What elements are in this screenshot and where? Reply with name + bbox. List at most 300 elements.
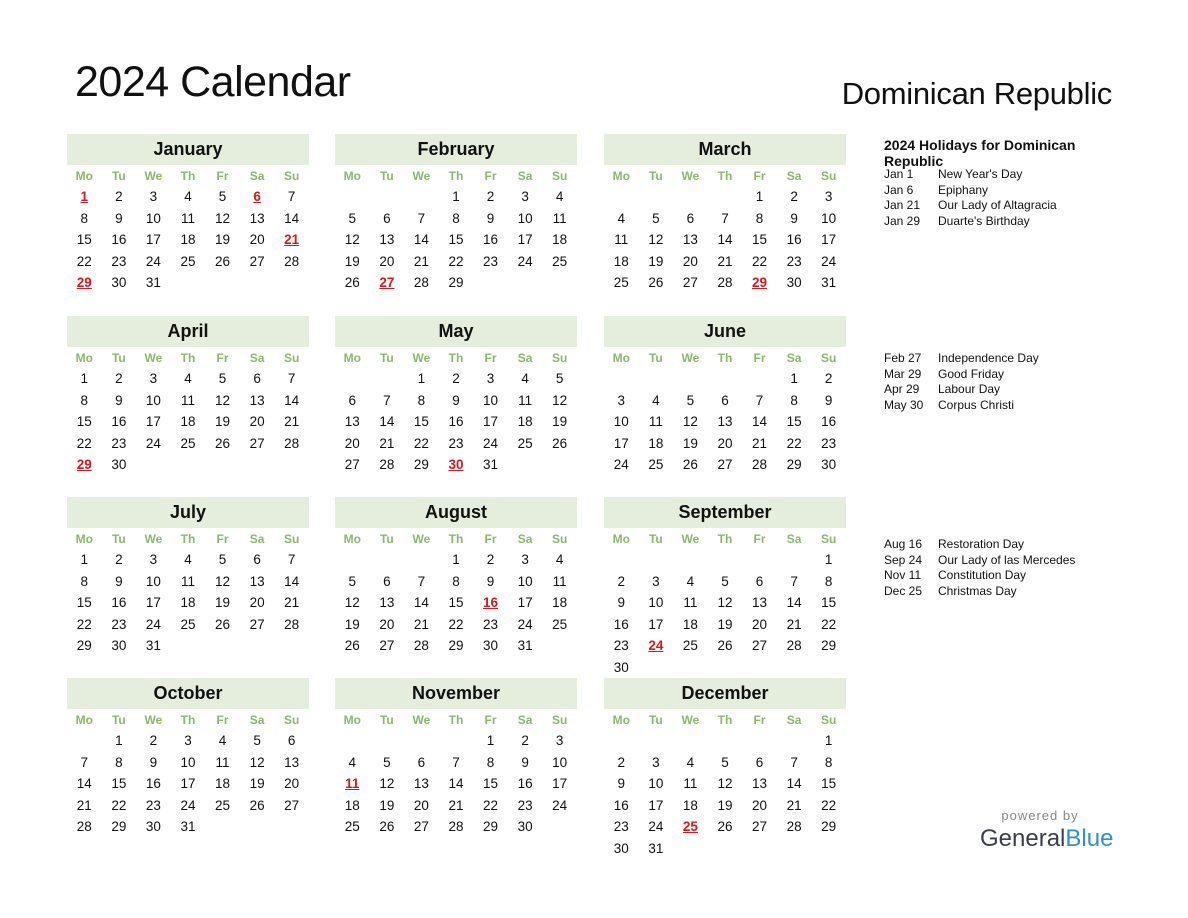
weekday-label: We	[681, 532, 700, 546]
day-cell: 4	[184, 189, 192, 204]
weekday-label: Tu	[648, 169, 663, 183]
weekday-label: Mo	[612, 532, 630, 546]
day-cell: 6	[253, 552, 261, 567]
day-cell: 24	[648, 819, 664, 835]
day-cell: 18	[552, 595, 568, 611]
day-cell: 30	[613, 840, 629, 856]
holiday-day: 29	[76, 275, 92, 291]
day-cell: 11	[180, 573, 195, 589]
day-cell: 14	[786, 595, 802, 611]
month-name: February	[335, 134, 577, 165]
day-cell: 16	[613, 616, 629, 632]
empty-cell	[708, 549, 743, 571]
day-cell: 28	[717, 275, 733, 291]
week-row	[335, 549, 577, 571]
week-row	[604, 592, 846, 614]
day-cell: 27	[249, 435, 265, 451]
day-cell: 28	[786, 638, 802, 654]
week-row	[604, 795, 846, 817]
weekday-header	[67, 528, 309, 549]
day-cell: 24	[821, 253, 837, 269]
day-cell: 1	[80, 371, 89, 386]
weekday-label: Su	[283, 713, 300, 727]
day-cell: 5	[721, 754, 729, 770]
day-cell: 4	[348, 754, 357, 770]
day-cell: 6	[721, 392, 729, 408]
day-cell: 9	[617, 595, 626, 611]
day-cell: 1	[452, 189, 460, 204]
day-cell: 7	[287, 371, 296, 386]
holiday-name: Our Lady of las Mercedes	[938, 552, 1076, 567]
holiday-day: 24	[648, 638, 664, 654]
week-row	[604, 208, 846, 230]
day-cell: 11	[648, 414, 663, 430]
week-row	[604, 272, 846, 294]
empty-cell	[742, 838, 777, 860]
generalblue-wordmark	[980, 825, 1120, 853]
holiday-day: 29	[76, 457, 92, 473]
day-cell: 19	[215, 232, 231, 248]
day-cell: 3	[652, 573, 660, 589]
weekday-label: We	[412, 169, 431, 183]
week-row	[335, 368, 577, 390]
weekday-label: Fr	[484, 169, 497, 183]
day-cell: 8	[790, 392, 798, 408]
holiday-date: Jan 6	[884, 182, 914, 197]
empty-cell	[240, 816, 275, 838]
holidays-title: 2024 Holidays for Dominican Republic	[884, 137, 1076, 169]
month-name: August	[335, 497, 577, 528]
empty-cell	[404, 549, 439, 571]
day-cell: 16	[111, 414, 127, 430]
day-cell: 9	[521, 754, 529, 770]
day-cell: 8	[115, 754, 123, 770]
holiday-name: Epiphany	[938, 182, 989, 197]
day-cell: 9	[824, 392, 833, 408]
empty-cell	[708, 186, 743, 208]
day-cell: 31	[483, 457, 499, 473]
day-cell: 26	[215, 435, 231, 451]
empty-cell	[542, 454, 577, 476]
week-row	[335, 208, 577, 230]
empty-cell	[777, 838, 812, 860]
empty-cell	[604, 730, 639, 752]
day-cell: 1	[790, 371, 798, 386]
week-row	[67, 752, 309, 774]
holiday-item	[884, 183, 1124, 199]
empty-cell	[404, 186, 439, 208]
day-cell: 3	[824, 189, 833, 204]
weekday-label: Th	[717, 169, 733, 183]
day-cell: 26	[215, 616, 231, 632]
day-cell: 12	[215, 392, 231, 408]
weekday-label: Sa	[786, 169, 802, 183]
week-row	[67, 454, 309, 476]
week-row	[604, 368, 846, 390]
holiday-date: Jan 1	[884, 167, 914, 181]
weekday-label: Fr	[216, 351, 229, 365]
weekday-label: Fr	[753, 351, 766, 365]
holiday-item	[884, 214, 1124, 230]
day-cell: 23	[483, 253, 499, 269]
day-cell: 2	[790, 189, 798, 204]
weekday-label: Fr	[484, 351, 497, 365]
day-cell: 10	[648, 776, 664, 792]
week-row	[67, 411, 309, 433]
day-cell: 2	[521, 733, 529, 748]
weekday-label: Tu	[379, 169, 394, 183]
day-cell: 18	[682, 797, 698, 813]
holiday-name: Our Lady of Altagracia	[938, 198, 1057, 213]
month-name: April	[67, 316, 309, 347]
day-cell: 15	[448, 232, 464, 248]
empty-cell	[742, 549, 777, 571]
day-cell: 18	[180, 414, 196, 430]
weekday-label: Mo	[612, 351, 630, 365]
weekday-label: Fr	[753, 532, 766, 546]
week-row	[604, 773, 846, 795]
holiday-item	[884, 553, 1124, 569]
holiday-day: 27	[379, 275, 395, 291]
day-cell: 5	[218, 371, 227, 386]
day-cell: 17	[145, 414, 161, 430]
week-row	[67, 272, 309, 294]
day-cell: 14	[413, 232, 429, 248]
day-cell: 13	[344, 414, 360, 430]
day-cell: 3	[521, 552, 529, 567]
day-cell: 25	[648, 457, 664, 473]
day-cell: 9	[115, 392, 123, 408]
empty-cell	[274, 816, 309, 838]
day-cell: 5	[253, 733, 261, 748]
day-cell: 29	[786, 457, 802, 473]
week-row	[335, 454, 577, 476]
day-cell: 8	[417, 392, 426, 408]
day-cell: 12	[717, 595, 733, 611]
day-cell: 20	[717, 435, 733, 451]
day-cell: 2	[486, 552, 495, 567]
day-cell: 28	[413, 275, 429, 291]
day-cell: 26	[648, 275, 664, 291]
day-cell: 11	[518, 392, 533, 408]
month-name: July	[67, 497, 309, 528]
day-cell: 9	[149, 754, 158, 770]
week-row	[604, 635, 846, 657]
weekday-header	[335, 528, 577, 549]
day-cell: 21	[284, 414, 300, 430]
day-cell: 9	[790, 210, 798, 226]
day-cell: 3	[149, 552, 158, 567]
day-cell: 7	[790, 573, 798, 589]
day-cell: 19	[344, 616, 360, 632]
day-cell: 4	[184, 371, 192, 386]
weekday-label: Th	[717, 532, 733, 546]
day-cell: 24	[552, 797, 568, 813]
week-row	[335, 752, 577, 774]
day-cell: 19	[552, 414, 568, 430]
holiday-day: 21	[284, 232, 300, 248]
week-row	[67, 186, 309, 208]
day-cell: 20	[249, 595, 265, 611]
day-cell: 3	[184, 733, 192, 748]
day-cell: 4	[652, 392, 660, 408]
day-cell: 15	[483, 776, 499, 792]
week-row	[335, 571, 577, 593]
day-cell: 25	[517, 435, 533, 451]
week-row	[67, 614, 309, 636]
day-cell: 7	[383, 392, 391, 408]
empty-cell	[604, 549, 639, 571]
day-cell: 5	[218, 189, 227, 204]
day-cell: 13	[752, 776, 768, 792]
week-row	[335, 186, 577, 208]
empty-cell	[604, 186, 639, 208]
weekday-label: Sa	[786, 532, 802, 546]
day-cell: 12	[648, 232, 664, 248]
day-cell: 3	[555, 733, 564, 748]
holiday-day: 11	[345, 776, 360, 792]
day-cell: 16	[786, 232, 802, 248]
holiday-date: Jan 21	[884, 198, 921, 213]
day-cell: 21	[786, 797, 802, 813]
day-cell: 27	[284, 797, 300, 813]
holiday-date: Sep 24	[884, 552, 923, 567]
day-cell: 25	[180, 253, 196, 269]
brand-blue: Blue	[1065, 825, 1114, 852]
day-cell: 6	[755, 754, 764, 770]
day-cell: 13	[752, 595, 768, 611]
day-cell: 27	[249, 616, 265, 632]
day-cell: 11	[683, 595, 698, 611]
day-cell: 17	[648, 797, 664, 813]
day-cell: 21	[448, 797, 464, 813]
month-name: October	[67, 678, 309, 709]
holiday-item	[884, 167, 1124, 183]
month-april	[67, 316, 309, 476]
day-cell: 7	[755, 392, 764, 408]
weekday-label: Th	[180, 532, 196, 546]
day-cell: 14	[76, 776, 92, 792]
month-september	[604, 497, 846, 679]
empty-cell	[742, 657, 777, 679]
week-row	[604, 229, 846, 251]
day-cell: 24	[517, 253, 533, 269]
day-cell: 18	[613, 253, 629, 269]
day-cell: 25	[552, 616, 568, 632]
weekday-label: Th	[717, 713, 733, 727]
day-cell: 22	[76, 616, 92, 632]
week-row	[604, 251, 846, 273]
empty-cell	[205, 454, 240, 476]
day-cell: 5	[218, 552, 227, 567]
day-cell: 14	[448, 776, 464, 792]
day-cell: 16	[111, 595, 127, 611]
day-cell: 20	[413, 797, 429, 813]
week-row	[604, 816, 846, 838]
day-cell: 19	[344, 253, 360, 269]
holiday-list	[884, 351, 1124, 414]
day-cell: 20	[379, 616, 395, 632]
weekday-label: Sa	[249, 169, 265, 183]
day-cell: 3	[652, 754, 660, 770]
day-cell: 8	[824, 754, 833, 770]
day-cell: 19	[717, 797, 733, 813]
week-row	[67, 730, 309, 752]
day-cell: 24	[145, 253, 161, 269]
weekday-label: Fr	[216, 713, 229, 727]
day-cell: 6	[287, 733, 296, 748]
day-cell: 26	[682, 457, 698, 473]
empty-cell	[673, 730, 708, 752]
empty-cell	[542, 816, 577, 838]
day-cell: 14	[717, 232, 733, 248]
day-cell: 10	[552, 754, 568, 770]
day-cell: 8	[80, 392, 89, 408]
day-cell: 27	[682, 275, 698, 291]
week-row	[335, 592, 577, 614]
empty-cell	[639, 186, 674, 208]
day-cell: 4	[617, 210, 626, 226]
weekday-label: We	[144, 713, 163, 727]
weekday-label: Tu	[111, 351, 126, 365]
empty-cell	[370, 730, 405, 752]
day-cell: 20	[344, 435, 360, 451]
day-cell: 13	[249, 392, 265, 408]
holiday-item	[884, 382, 1124, 398]
day-cell: 25	[215, 797, 231, 813]
empty-cell	[639, 730, 674, 752]
empty-cell	[742, 368, 777, 390]
day-cell: 11	[552, 573, 567, 589]
day-cell: 1	[755, 189, 764, 204]
weekday-label: Fr	[753, 713, 766, 727]
weekday-label: Tu	[111, 713, 126, 727]
week-row	[67, 635, 309, 657]
weekday-label: Fr	[216, 169, 229, 183]
day-cell: 7	[790, 754, 798, 770]
weekday-label: Tu	[648, 351, 663, 365]
empty-cell	[205, 816, 240, 838]
day-cell: 1	[417, 371, 426, 386]
holiday-list	[884, 167, 1124, 230]
day-cell: 21	[413, 253, 429, 269]
day-cell: 13	[249, 573, 265, 589]
day-cell: 4	[184, 552, 192, 567]
day-cell: 15	[111, 776, 127, 792]
week-row	[604, 433, 846, 455]
day-cell: 19	[717, 616, 733, 632]
empty-cell	[171, 635, 206, 657]
empty-cell	[542, 635, 577, 657]
empty-cell	[673, 657, 708, 679]
day-cell: 18	[215, 776, 231, 792]
empty-cell	[508, 272, 543, 294]
empty-cell	[205, 635, 240, 657]
day-cell: 16	[448, 414, 464, 430]
empty-cell	[777, 549, 812, 571]
day-cell: 30	[483, 638, 499, 654]
weekday-header	[67, 165, 309, 186]
empty-cell	[777, 657, 812, 679]
weekday-header	[335, 347, 577, 368]
day-cell: 20	[752, 797, 768, 813]
day-cell: 2	[452, 371, 460, 386]
holiday-name: Duarte's Birthday	[938, 214, 1030, 229]
week-row	[335, 795, 577, 817]
weekday-label: Sa	[786, 351, 802, 365]
weekday-label: Th	[448, 713, 464, 727]
weekday-header	[67, 347, 309, 368]
week-row	[604, 614, 846, 636]
day-cell: 19	[215, 595, 231, 611]
weekday-label: Mo	[343, 532, 361, 546]
day-cell: 22	[111, 797, 127, 813]
week-row	[604, 186, 846, 208]
holiday-date: May 30	[884, 398, 924, 413]
week-row	[604, 390, 846, 412]
week-row	[335, 390, 577, 412]
day-cell: 27	[379, 638, 395, 654]
day-cell: 28	[284, 253, 300, 269]
day-cell: 10	[517, 573, 533, 589]
week-row	[335, 229, 577, 251]
day-cell: 23	[786, 253, 802, 269]
day-cell: 22	[448, 253, 464, 269]
empty-cell	[811, 838, 846, 860]
day-cell: 7	[287, 189, 296, 204]
weekday-label: Mo	[612, 713, 630, 727]
empty-cell	[274, 272, 309, 294]
day-cell: 8	[755, 210, 764, 226]
day-cell: 20	[249, 414, 265, 430]
day-cell: 2	[617, 573, 626, 589]
day-cell: 29	[448, 638, 464, 654]
empty-cell	[811, 657, 846, 679]
day-cell: 8	[452, 210, 460, 226]
day-cell: 2	[115, 552, 123, 567]
day-cell: 23	[821, 435, 837, 451]
day-cell: 24	[145, 435, 161, 451]
day-cell: 19	[215, 414, 231, 430]
day-cell: 25	[613, 275, 629, 291]
day-cell: 12	[682, 414, 698, 430]
weekday-label: Fr	[753, 169, 766, 183]
weekday-label: We	[412, 713, 431, 727]
day-cell: 30	[613, 659, 629, 675]
day-cell: 27	[344, 457, 360, 473]
weekday-label: Sa	[517, 713, 533, 727]
holiday-day: 25	[682, 819, 698, 835]
weekday-label: Tu	[648, 713, 663, 727]
holiday-item	[884, 398, 1124, 414]
day-cell: 20	[752, 616, 768, 632]
day-cell: 29	[821, 819, 837, 835]
weekday-label: We	[144, 169, 163, 183]
weekday-label: Su	[551, 169, 568, 183]
day-cell: 21	[752, 435, 768, 451]
day-cell: 26	[552, 435, 568, 451]
holiday-name: Constitution Day	[938, 568, 1027, 583]
day-cell: 28	[413, 638, 429, 654]
day-cell: 10	[180, 754, 196, 770]
day-cell: 18	[344, 797, 360, 813]
day-cell: 16	[517, 776, 533, 792]
weekday-label: Su	[820, 351, 837, 365]
day-cell: 30	[786, 275, 802, 291]
week-row	[335, 614, 577, 636]
weekday-label: Su	[820, 713, 837, 727]
week-row	[604, 838, 846, 860]
